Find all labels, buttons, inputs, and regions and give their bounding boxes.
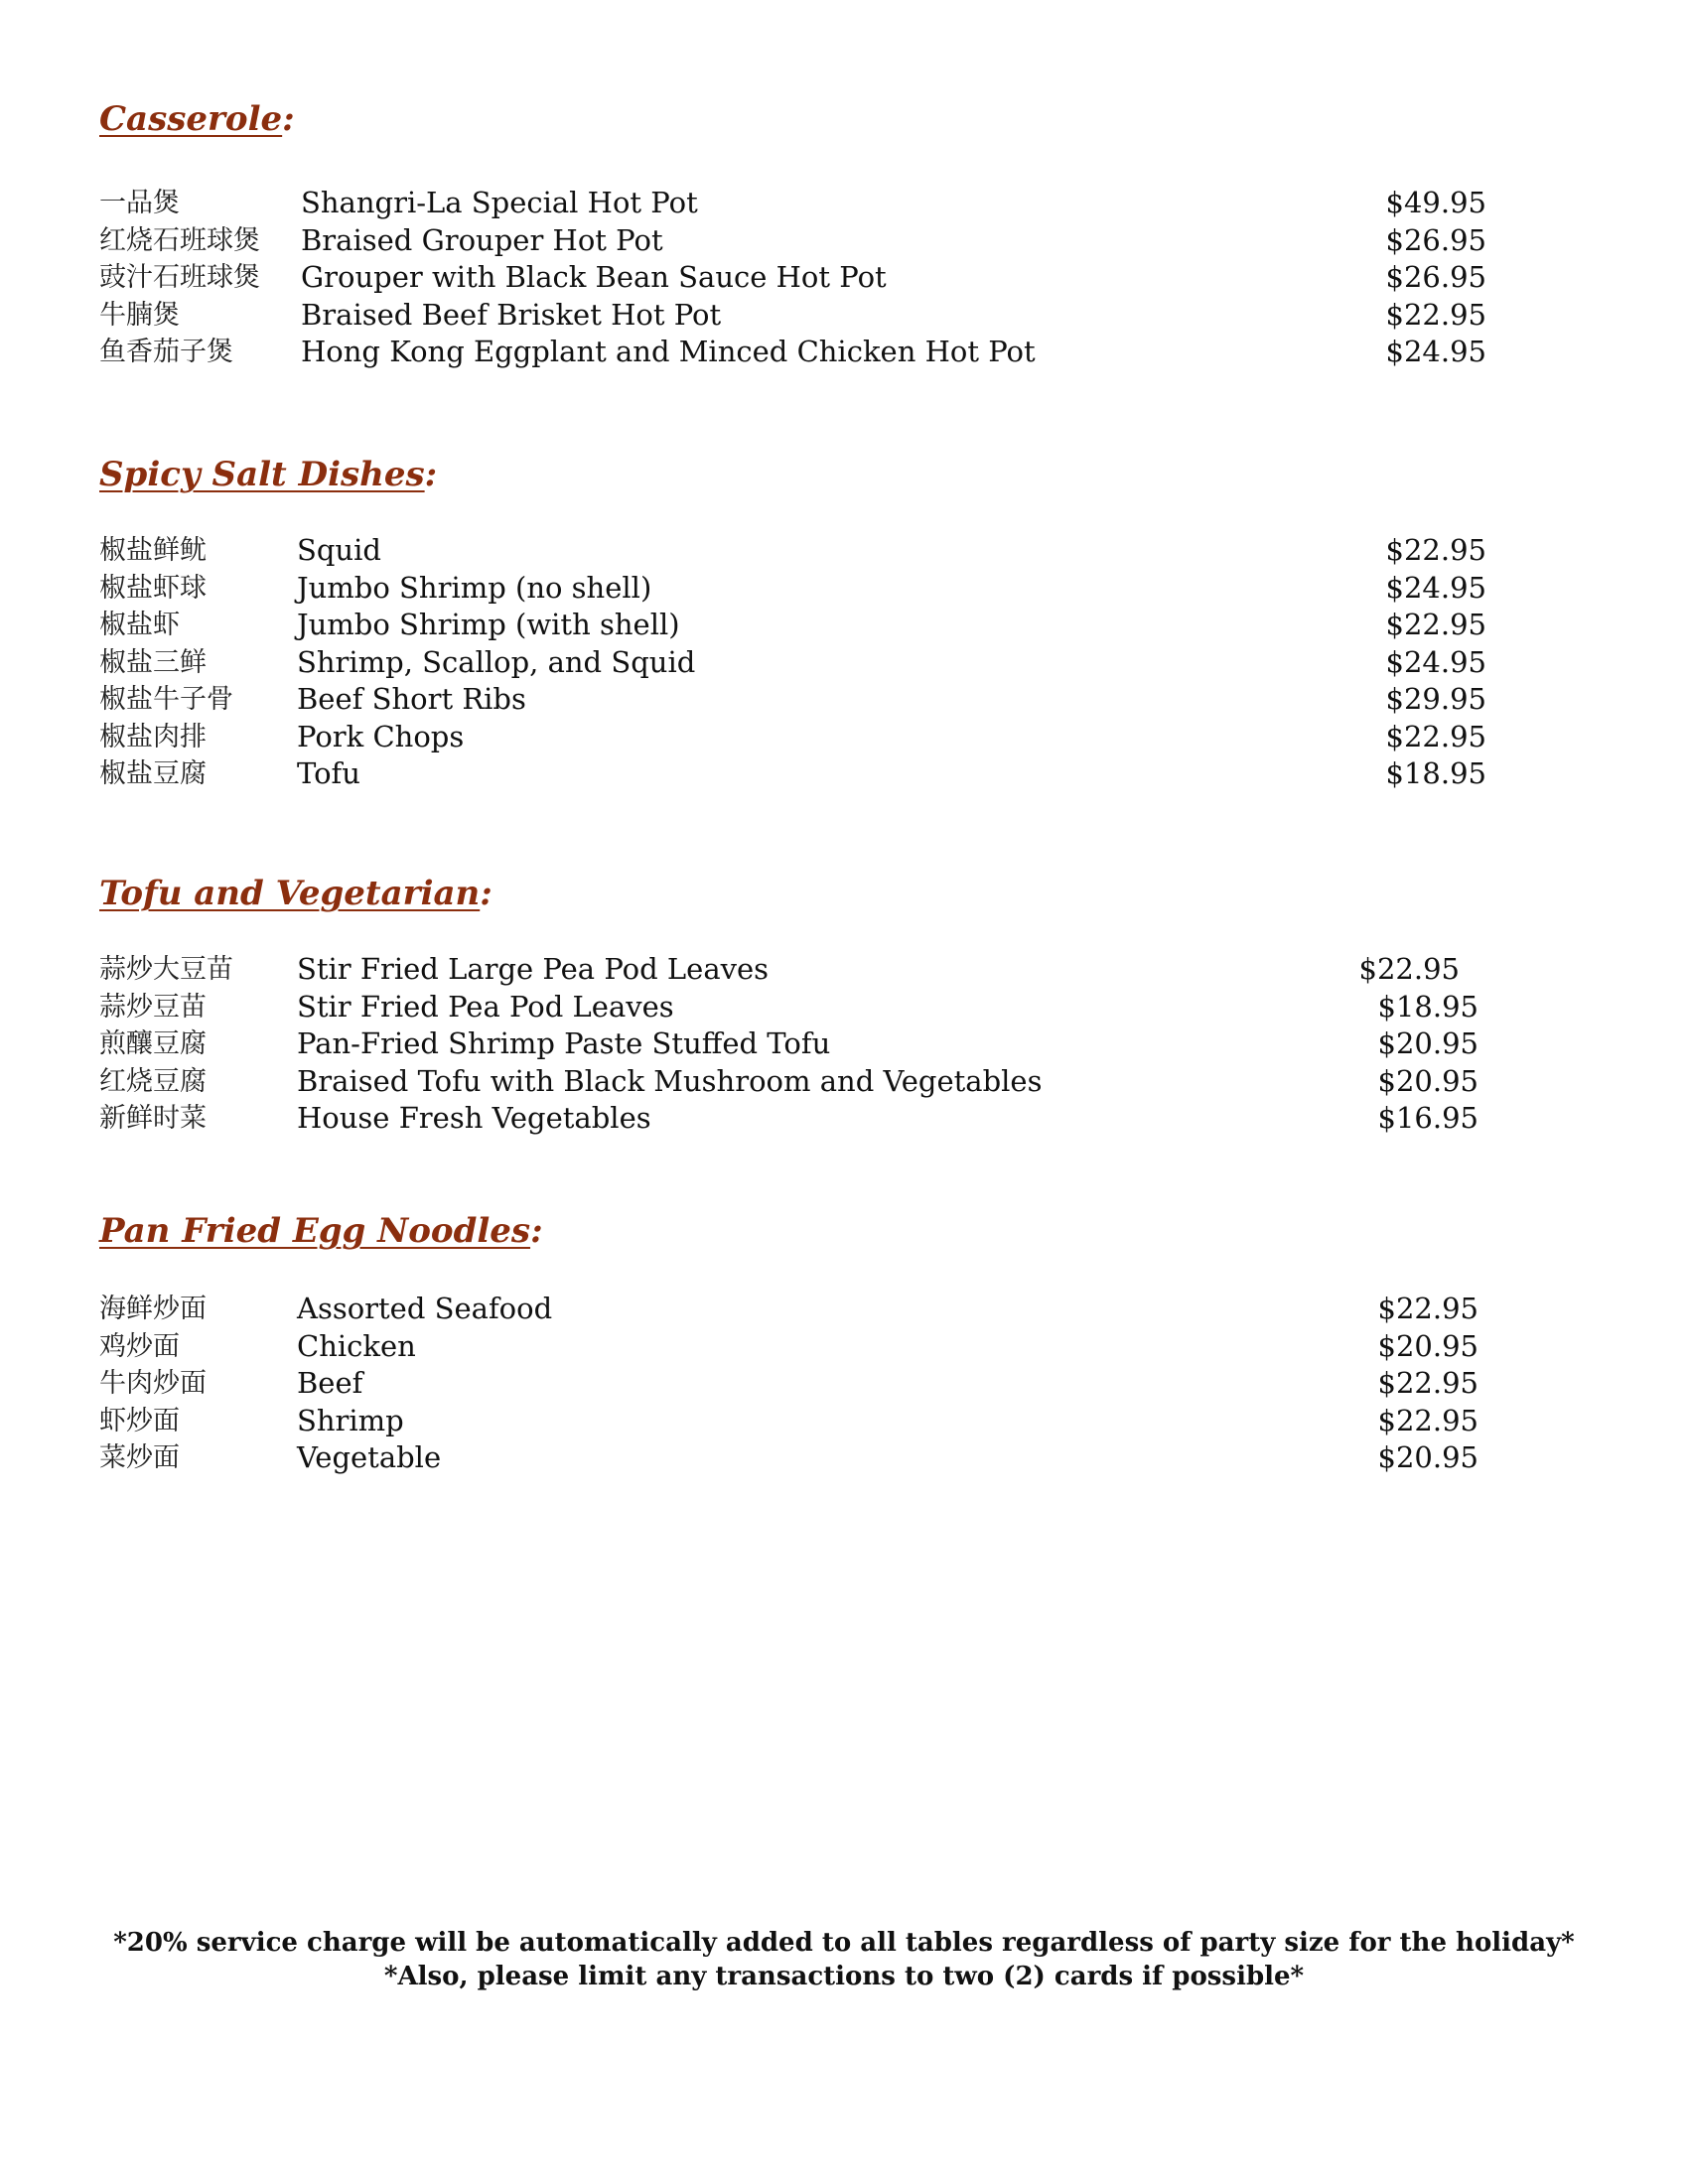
- menu-item: [99, 1439, 1489, 1477]
- item-chinese-name: 蒜炒大豆苗: [99, 954, 233, 985]
- section-title: Spicy Salt Dishes:: [99, 455, 438, 494]
- item-english-name: Jumbo Shrimp (no shell): [297, 570, 652, 605]
- item-chinese-name: 牛腩煲: [99, 299, 180, 331]
- item-chinese-name: 蒜炒豆苗: [99, 991, 207, 1023]
- item-english-name: Shrimp: [297, 1403, 404, 1437]
- item-chinese-name: 新鲜时菜: [99, 1103, 207, 1134]
- item-price: $22.95: [1385, 297, 1486, 332]
- menu-item: [99, 755, 1489, 793]
- item-price: $24.95: [1385, 644, 1486, 679]
- menu-item: [99, 644, 1489, 682]
- menu-item: [99, 570, 1489, 608]
- menu-item: [99, 719, 1489, 756]
- menu-list: [99, 185, 1489, 371]
- item-english-name: Shangri-La Special Hot Pot: [301, 186, 698, 219]
- item-price: $22.95: [1385, 719, 1486, 753]
- item-english-name: Tofu: [297, 756, 360, 790]
- item-english-name: Beef: [297, 1366, 363, 1400]
- item-price: $18.95: [1377, 989, 1478, 1024]
- item-english-name: Stir Fried Large Pea Pod Leaves: [297, 952, 770, 986]
- item-english-name: Assorted Seafood: [297, 1292, 553, 1325]
- item-english-name: Grouper with Black Bean Sauce Hot Pot: [301, 260, 887, 294]
- menu-item: [99, 222, 1489, 260]
- item-english-name: Braised Beef Brisket Hot Pot: [301, 297, 722, 332]
- item-price: $20.95: [1377, 1026, 1478, 1060]
- footer-notes: [0, 1926, 1688, 1993]
- item-price: $24.95: [1385, 335, 1486, 368]
- menu-item: [99, 607, 1489, 644]
- item-english-name: Squid: [297, 533, 381, 567]
- item-price: $29.95: [1385, 682, 1486, 716]
- section-spicy-salt-dishes: [99, 455, 1489, 790]
- menu-item: [99, 1328, 1489, 1366]
- section-title: Tofu and Vegetarian:: [99, 874, 492, 913]
- item-english-name: Jumbo Shrimp (with shell): [297, 608, 680, 641]
- item-chinese-name: 一品煲: [99, 188, 180, 218]
- item-chinese-name: 豉汁石班球煲: [99, 262, 260, 293]
- item-price: $24.95: [1385, 570, 1486, 605]
- item-english-name: Stir Fried Pea Pod Leaves: [297, 989, 674, 1024]
- item-price: $20.95: [1377, 1063, 1478, 1098]
- menu-item: [99, 1063, 1489, 1101]
- item-chinese-name: 鸡炒面: [99, 1330, 180, 1362]
- item-english-name: Beef Short Ribs: [297, 682, 526, 716]
- menu-list: [99, 951, 1489, 1138]
- menu-item: [99, 1365, 1489, 1403]
- item-chinese-name: 椒盐虾: [99, 610, 180, 640]
- item-english-name: Vegetable: [297, 1440, 442, 1474]
- menu-item: [99, 951, 1489, 989]
- item-english-name: Chicken: [297, 1328, 416, 1363]
- item-chinese-name: 海鲜炒面: [99, 1294, 207, 1324]
- menu-item: [99, 1100, 1489, 1138]
- item-english-name: Hong Kong Eggplant and Minced Chicken Hot Pot: [301, 335, 1036, 368]
- item-chinese-name: 鱼香茄子煲: [99, 337, 233, 367]
- item-chinese-name: 椒盐三鲜: [99, 646, 207, 678]
- menu-item: [99, 259, 1489, 297]
- item-price: $22.95: [1385, 533, 1486, 567]
- item-english-name: Braised Tofu with Black Mushroom and Vegetables: [297, 1063, 1043, 1098]
- item-price: $20.95: [1377, 1440, 1478, 1474]
- menu-item: [99, 1025, 1489, 1063]
- menu-item: [99, 334, 1489, 371]
- item-english-name: Pork Chops: [297, 719, 465, 753]
- item-english-name: Shrimp, Scallop, and Squid: [297, 644, 696, 679]
- item-chinese-name: 椒盐豆腐: [99, 758, 207, 789]
- section-casserole: [99, 99, 1489, 368]
- item-chinese-name: 椒盐鲜鱿: [99, 535, 207, 566]
- item-chinese-name: 牛肉炒面: [99, 1368, 207, 1399]
- section-pan-fried-egg-noodles: [99, 1211, 1489, 1474]
- section-tofu-and-vegetarian: [99, 874, 1489, 1135]
- item-chinese-name: 虾炒面: [99, 1405, 180, 1436]
- item-price: $26.95: [1385, 260, 1486, 294]
- item-price: $26.95: [1385, 222, 1486, 257]
- section-title: Pan Fried Egg Noodles:: [99, 1211, 543, 1251]
- item-chinese-name: 红烧豆腐: [99, 1065, 207, 1097]
- item-price: $22.95: [1377, 1403, 1478, 1437]
- menu-item: [99, 532, 1489, 570]
- menu-list: [99, 1291, 1489, 1477]
- item-chinese-name: 煎釀豆腐: [99, 1028, 207, 1059]
- item-english-name: Braised Grouper Hot Pot: [301, 222, 663, 257]
- item-chinese-name: 椒盐牛子骨: [99, 684, 233, 715]
- item-chinese-name: 红烧石班球煲: [99, 224, 260, 256]
- item-price: $22.95: [1377, 1292, 1478, 1325]
- card-limit-note: *Also, please limit any transactions to two (2) cards if possible*: [383, 1962, 1305, 1991]
- menu-item: [99, 1291, 1489, 1328]
- item-price: $20.95: [1377, 1328, 1478, 1363]
- item-price: $16.95: [1377, 1101, 1478, 1135]
- service-charge-note: *20% service charge will be automatically added to all tables regardless of party size for the holiday*: [113, 1928, 1575, 1958]
- item-chinese-name: 菜炒面: [99, 1442, 180, 1473]
- item-price: $49.95: [1385, 186, 1486, 219]
- menu-item: [99, 185, 1489, 222]
- section-title: Casserole:: [99, 99, 295, 139]
- item-chinese-name: 椒盐虾球: [99, 572, 207, 604]
- menu-item: [99, 297, 1489, 335]
- menu-item: [99, 681, 1489, 719]
- menu-item: [99, 989, 1489, 1026]
- item-chinese-name: 椒盐肉排: [99, 721, 207, 752]
- menu-list: [99, 532, 1489, 793]
- menu-item: [99, 1403, 1489, 1440]
- item-price: $22.95: [1358, 952, 1460, 986]
- item-price: $22.95: [1377, 1366, 1478, 1400]
- item-english-name: House Fresh Vegetables: [297, 1101, 651, 1135]
- item-price: $22.95: [1385, 608, 1486, 641]
- item-price: $18.95: [1385, 756, 1486, 790]
- item-english-name: Pan-Fried Shrimp Paste Stuffed Tofu: [297, 1026, 831, 1060]
